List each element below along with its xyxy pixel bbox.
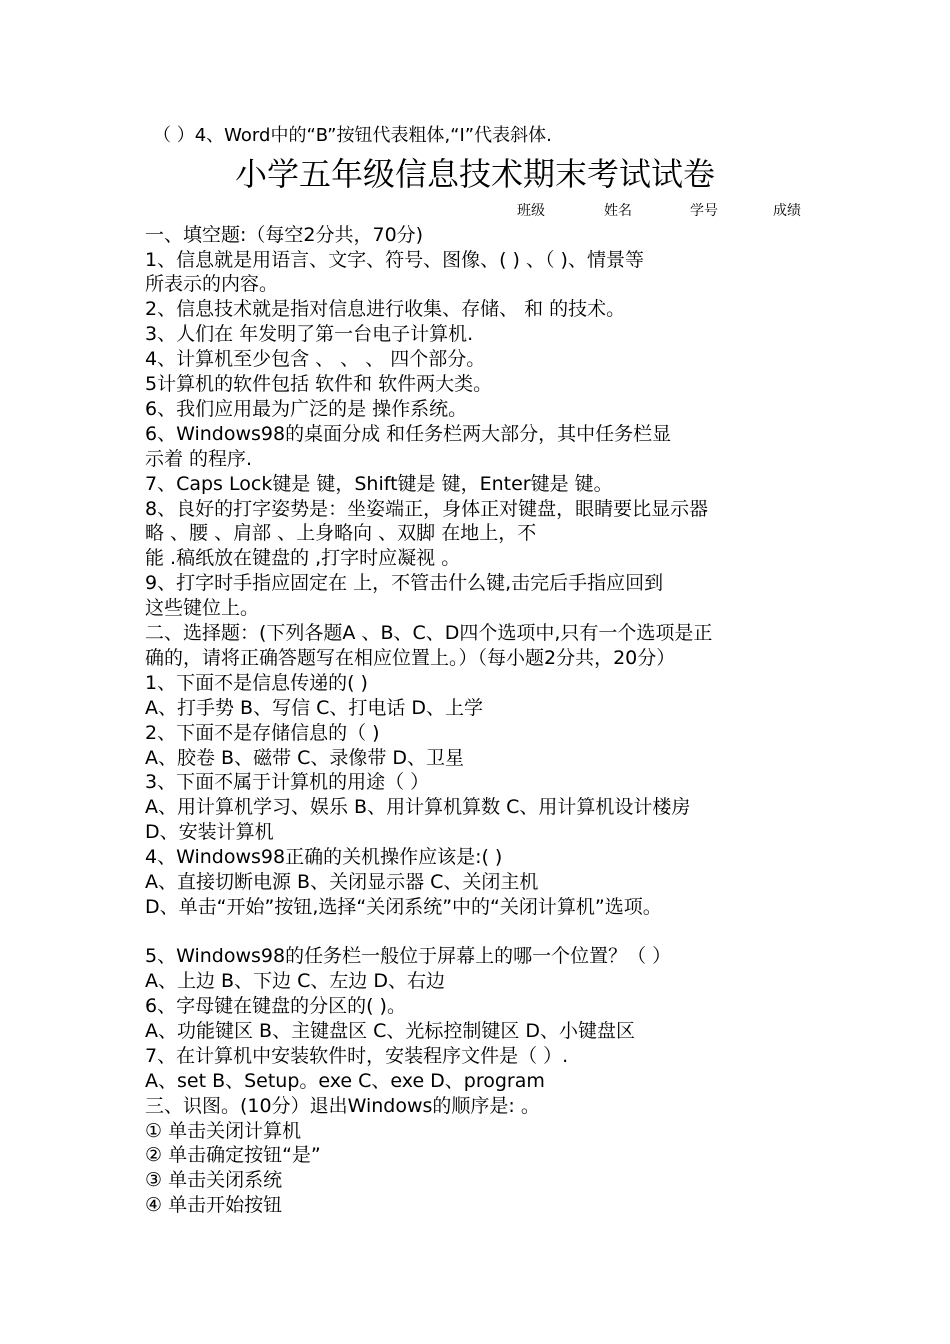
section-instructions: 确的，请将正确答题写在相应位置上。）（每小题2分共，20分） — [145, 647, 676, 669]
question-line: 5、Windows98的任务栏一般位于屏幕上的哪一个位置？（ ） — [145, 945, 672, 967]
section-fill-blank-heading: 一、填空题:（每空2分共，70分) — [145, 224, 424, 246]
student-id-label: 学号 — [690, 203, 718, 219]
question-line: 6、字母键在键盘的分区的( )。 — [145, 995, 406, 1017]
question-line: 3、下面不属于计算机的用途（ ） — [145, 771, 430, 793]
page-title: 小学五年级信息技术期末考试试卷 — [234, 155, 715, 193]
answer-options: A、胶卷 B、磁带 C、录像带 D、卫星 — [145, 747, 465, 769]
question-line: 9、打字时手指应固定在 上，不管击什么键,击完后手指应回到 — [145, 572, 664, 594]
question-line: 4、计算机至少包含 、 、 、 四个部分。 — [145, 348, 486, 370]
question-line: 6、Windows98的桌面分成 和任务栏两大部分，其中任务栏显 — [145, 423, 672, 445]
score-label: 成绩 — [773, 203, 801, 219]
answer-options: A、上边 B、下边 C、左边 D、右边 — [145, 970, 446, 992]
question-line: 2、信息技术就是指对信息进行收集、存储、 和 的技术。 — [145, 298, 626, 320]
question-line: 7、在计算机中安装软件时，安装程序文件是（ ）. — [145, 1045, 569, 1067]
step-item: ③ 单击关闭系统 — [145, 1169, 283, 1191]
question-line: 略 、腰 、肩部 、上身略向 、双脚 在地上，不 — [145, 522, 537, 544]
question-line: 7、Caps Lock键是 键，Shift键是 键，Enter键是 键。 — [145, 473, 613, 495]
section-multiple-choice-heading: 二、选择题：(下列各题A 、B、C、D四个选项中,只有一个选项是正 — [145, 622, 713, 644]
question-line: 所表示的内容。 — [145, 273, 279, 295]
question-line: 5计算机的软件包括 软件和 软件两大类。 — [145, 373, 493, 395]
answer-options: A、用计算机学习、娱乐 B、用计算机算数 C、用计算机设计楼房 — [145, 796, 691, 818]
answer-options: D、单击“开始”按钮,选择“关闭系统”中的“关闭计算机”选项。 — [145, 896, 662, 918]
class-label: 班级 — [517, 203, 545, 219]
question-line: 8、良好的打字姿势是：坐姿端正，身体正对键盘，眼睛要比显示器 — [145, 498, 709, 520]
step-item: ① 单击关闭计算机 — [145, 1120, 302, 1142]
answer-options: A、set B、Setup。exe C、exe D、program — [145, 1070, 545, 1092]
question-line: 示着 的程序. — [145, 448, 253, 470]
answer-options: D、安装计算机 — [145, 821, 274, 843]
question-line: 4、Windows98正确的关机操作应该是:( ) — [145, 846, 503, 868]
question-line: 这些键位上。 — [145, 597, 260, 619]
question-line: 2、下面不是存储信息的（ ) — [145, 722, 380, 744]
question-line: 3、人们在 年发明了第一台电子计算机. — [145, 323, 474, 345]
name-label: 姓名 — [604, 203, 632, 219]
step-item: ② 单击确定按钮“是” — [145, 1144, 321, 1166]
question-line: 1、下面不是信息传递的( ) — [145, 672, 368, 694]
question-line: 能 .稿纸放在键盘的 ,打字时应凝视 。 — [145, 547, 461, 569]
question-line: 1、信息就是用语言、文字、符号、图像、( ) 、（ )、情景等 — [145, 249, 644, 271]
answer-options: A、打手势 B、写信 C、打电话 D、上学 — [145, 697, 484, 719]
step-item: ④ 单击开始按钮 — [145, 1194, 283, 1216]
top-note: （ ）4、Word中的“B”按钮代表粗体,“I”代表斜体. — [153, 125, 552, 146]
section-diagram-heading: 三、识图。(10分）退出Windows的顺序是: 。 — [145, 1095, 540, 1117]
answer-options: A、功能键区 B、主键盘区 C、光标控制键区 D、小键盘区 — [145, 1020, 636, 1042]
answer-options: A、直接切断电源 B、关闭显示器 C、关闭主机 — [145, 871, 539, 893]
question-line: 6、我们应用最为广泛的是 操作系统。 — [145, 398, 468, 420]
